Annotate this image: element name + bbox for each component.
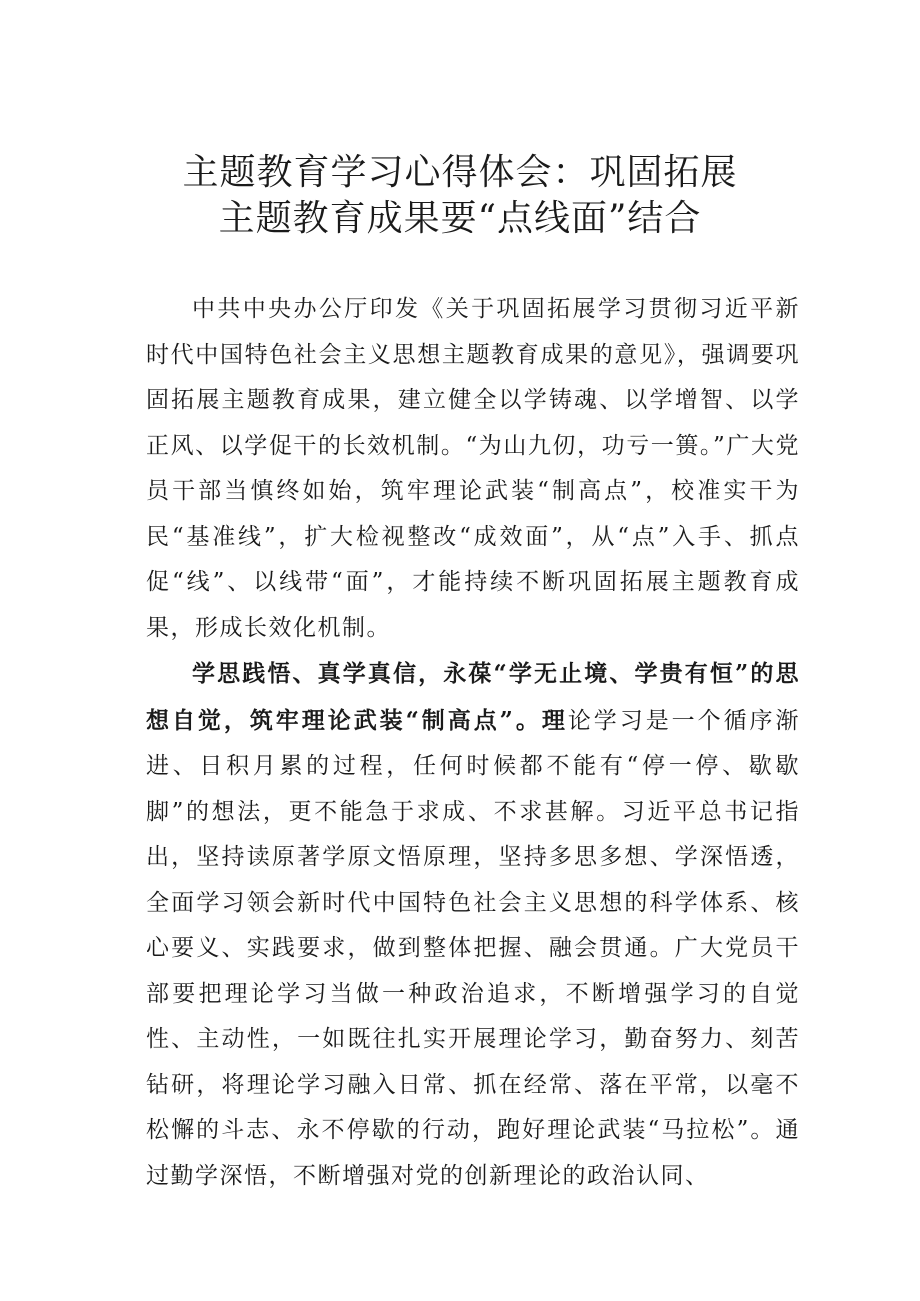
- paragraph-1-text: 中共中央办公厅印发《关于巩固拓展学习贯彻习近平新时代中国特色社会主义思想主题教育成果的意见》，强调要巩固拓展主题教育成果，建立健全以学铸魂、以学增智、以学正风、以学促干的长效机制。“为山九仞，功亏一篑。”广大党员干部当慎终如始，筑牢理论武装“制高点”，校准实干为民“基准线”，扩大检视整改“成效面”，从“点”入手、抓点促“线”、以线带“面”，才能持续不断巩固拓展主题教育成果，形成长效化机制。: [146, 296, 800, 641]
- paragraph-2: [146, 651, 800, 1199]
- paragraph-2-text: 论学习是一个循序渐进、日积月累的过程，任何时候都不能有“停一停、歇歇脚”的想法，更不能急于求成、不求甚解。习近平总书记指出，坚持读原著学原文悟原理，坚持多思多想、学深悟透，全面学习领会新时代中国特色社会主义思想的科学体系、核心要义、实践要求，做到整体把握、融会贯通。广大党员干部要把理论学习当做一种政治追求，不断增强学习的自觉性、主动性，一如既往扎实开展理论学习，勤奋努力、刻苦钻研，将理论学习融入日常、抓在经常、落在平常，以毫不松懈的斗志、永不停歇的行动，跑好理论武装“马拉松”。通过勤学深悟，不断增强对党的创新理论的政治认同、: [146, 707, 801, 1189]
- document-title: [120, 150, 800, 242]
- title-line-1: 主题教育学习心得体会：巩固拓展: [182, 152, 738, 193]
- title-line-2: 主题教育成果要“点线面”结合: [218, 198, 702, 239]
- paragraph-1: [146, 287, 800, 651]
- paragraph-2-lead: 学思践悟、真学真信，永葆“学无止境、学贵有恒”的思想自觉，筑牢理论武装“制高点”。理: [146, 660, 800, 734]
- document-body: [146, 287, 800, 1199]
